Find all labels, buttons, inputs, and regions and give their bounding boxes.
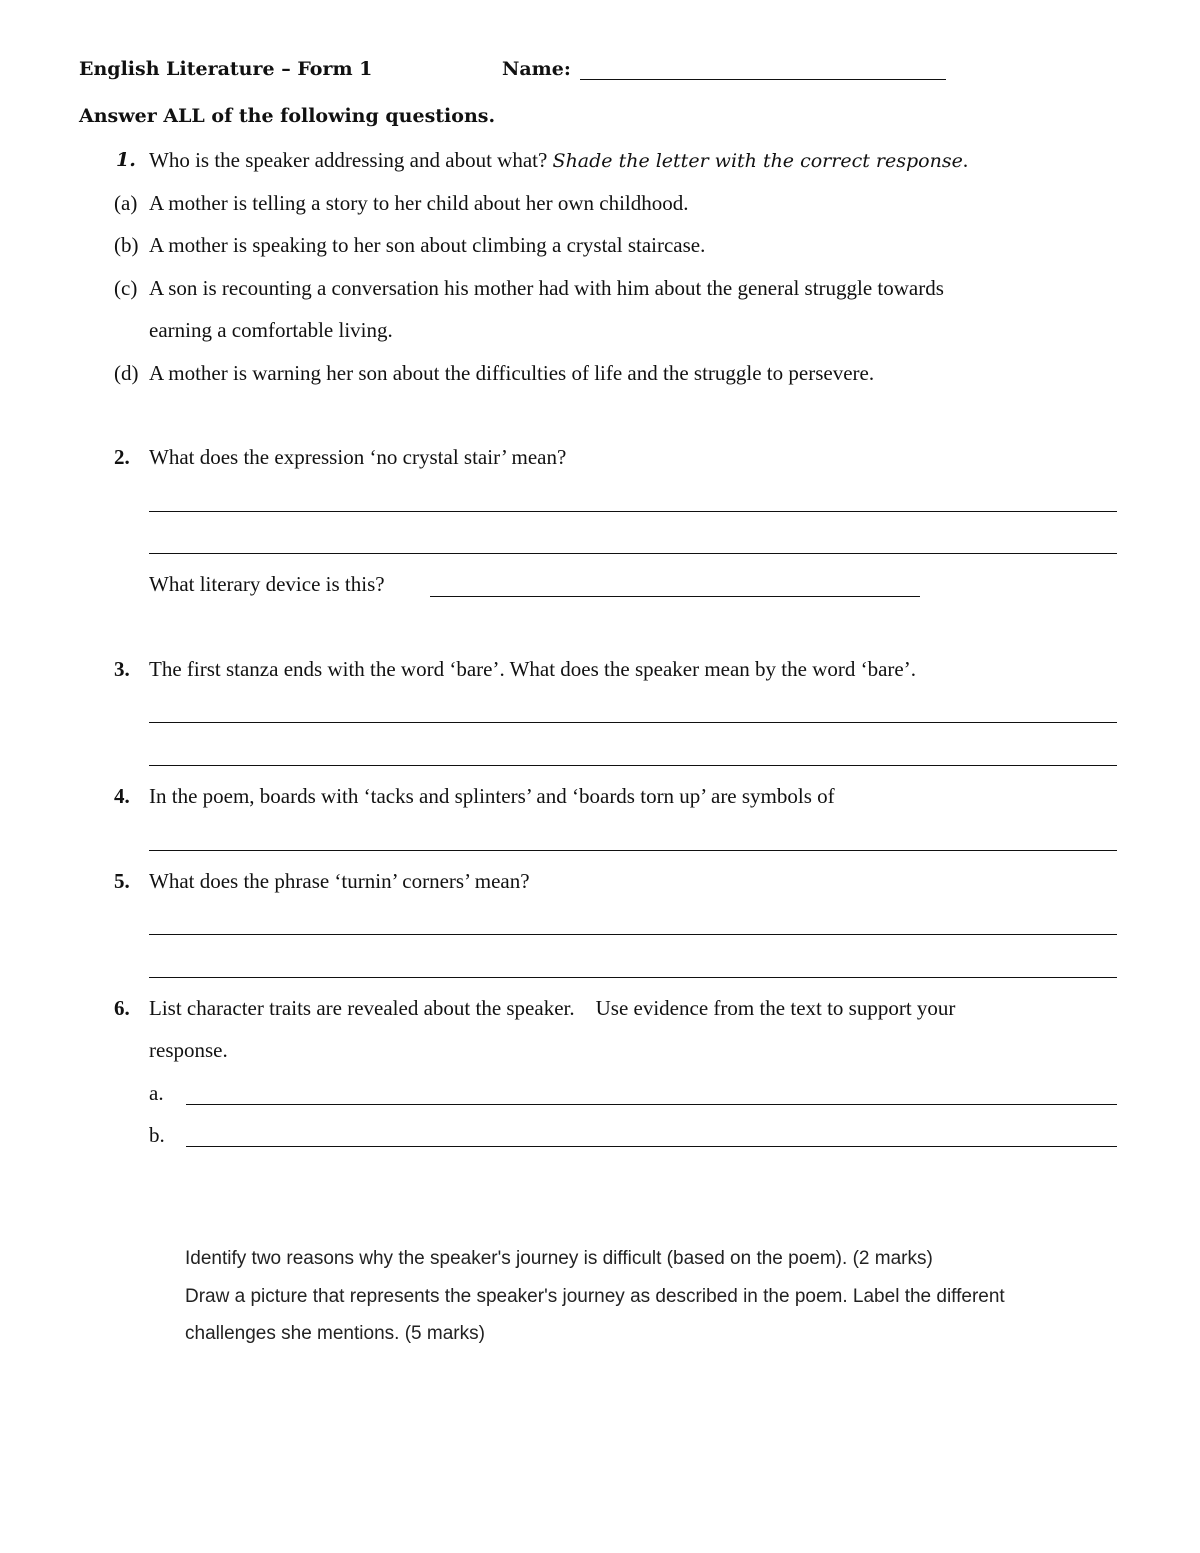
item-b-label: b. xyxy=(149,1123,165,1147)
question-3-text: The first stanza ends with the word ‘bare’. What does the speaker mean by the word ‘bare’. xyxy=(149,657,916,681)
instructions: Answer ALL of the following questions. xyxy=(79,105,496,127)
extra-instruction-3: challenges she mentions. (5 marks) xyxy=(185,1323,485,1344)
question-2-text: What does the expression ‘no crystal stair’ mean? xyxy=(149,445,567,469)
extra-instruction-2: Draw a picture that represents the speaker's journey as described in the poem. Label the different xyxy=(185,1286,1005,1307)
extra-instruction-1: Identify two reasons why the speaker's journey is difficult (based on the poem). (2 marks) xyxy=(185,1248,933,1269)
question-3-number: 3. xyxy=(114,657,130,681)
answer-line[interactable] xyxy=(149,553,1117,554)
option-c-letter[interactable]: (c) xyxy=(114,276,138,300)
question-5-text: What does the phrase ‘turnin’ corners’ mean? xyxy=(149,869,530,893)
name-field-line[interactable] xyxy=(580,79,946,80)
option-c-text: A son is recounting a conversation his mother had with him about the general struggle towards xyxy=(149,276,944,300)
worksheet-title: English Literature – Form 1 xyxy=(79,58,373,80)
question-1-hint: Shade the letter with the correct response xyxy=(552,150,963,172)
answer-line[interactable] xyxy=(149,511,1117,512)
question-2-subquestion: What literary device is this? xyxy=(149,572,385,596)
answer-line[interactable] xyxy=(186,1104,1117,1105)
question-6-number: 6. xyxy=(114,996,130,1020)
name-label: Name: xyxy=(502,58,571,80)
option-a-letter[interactable]: (a) xyxy=(114,191,138,215)
question-1-hint-end: . xyxy=(962,148,969,172)
item-a-label: a. xyxy=(149,1081,164,1105)
question-6-continuation: response. xyxy=(149,1038,228,1062)
answer-line[interactable] xyxy=(149,722,1117,723)
option-b-letter[interactable]: (b) xyxy=(114,233,139,257)
option-d-letter[interactable]: (d) xyxy=(114,361,139,385)
question-4-text: In the poem, boards with ‘tacks and splinters’ and ‘boards torn up’ are symbols of xyxy=(149,784,835,808)
question-2-number: 2. xyxy=(114,445,130,469)
question-6-text: List character traits are revealed about the speaker. Use evidence from the text to support your xyxy=(149,996,956,1020)
answer-line[interactable] xyxy=(149,850,1117,851)
answer-line[interactable] xyxy=(430,596,920,597)
question-1-prompt: Who is the speaker addressing and about what? xyxy=(149,148,548,172)
question-1-text xyxy=(149,148,968,173)
question-1-number: 1. xyxy=(116,149,136,171)
question-4-number: 4. xyxy=(114,784,130,808)
option-a-text: A mother is telling a story to her child about her own childhood. xyxy=(149,191,689,215)
answer-line[interactable] xyxy=(186,1146,1117,1147)
answer-line[interactable] xyxy=(149,934,1117,935)
answer-line[interactable] xyxy=(149,765,1117,766)
option-b-text: A mother is speaking to her son about climbing a crystal staircase. xyxy=(149,233,706,257)
option-c-continuation: earning a comfortable living. xyxy=(149,318,393,342)
option-d-text: A mother is warning her son about the difficulties of life and the struggle to persevere. xyxy=(149,361,875,385)
question-5-number: 5. xyxy=(114,869,130,893)
answer-line[interactable] xyxy=(149,977,1117,978)
